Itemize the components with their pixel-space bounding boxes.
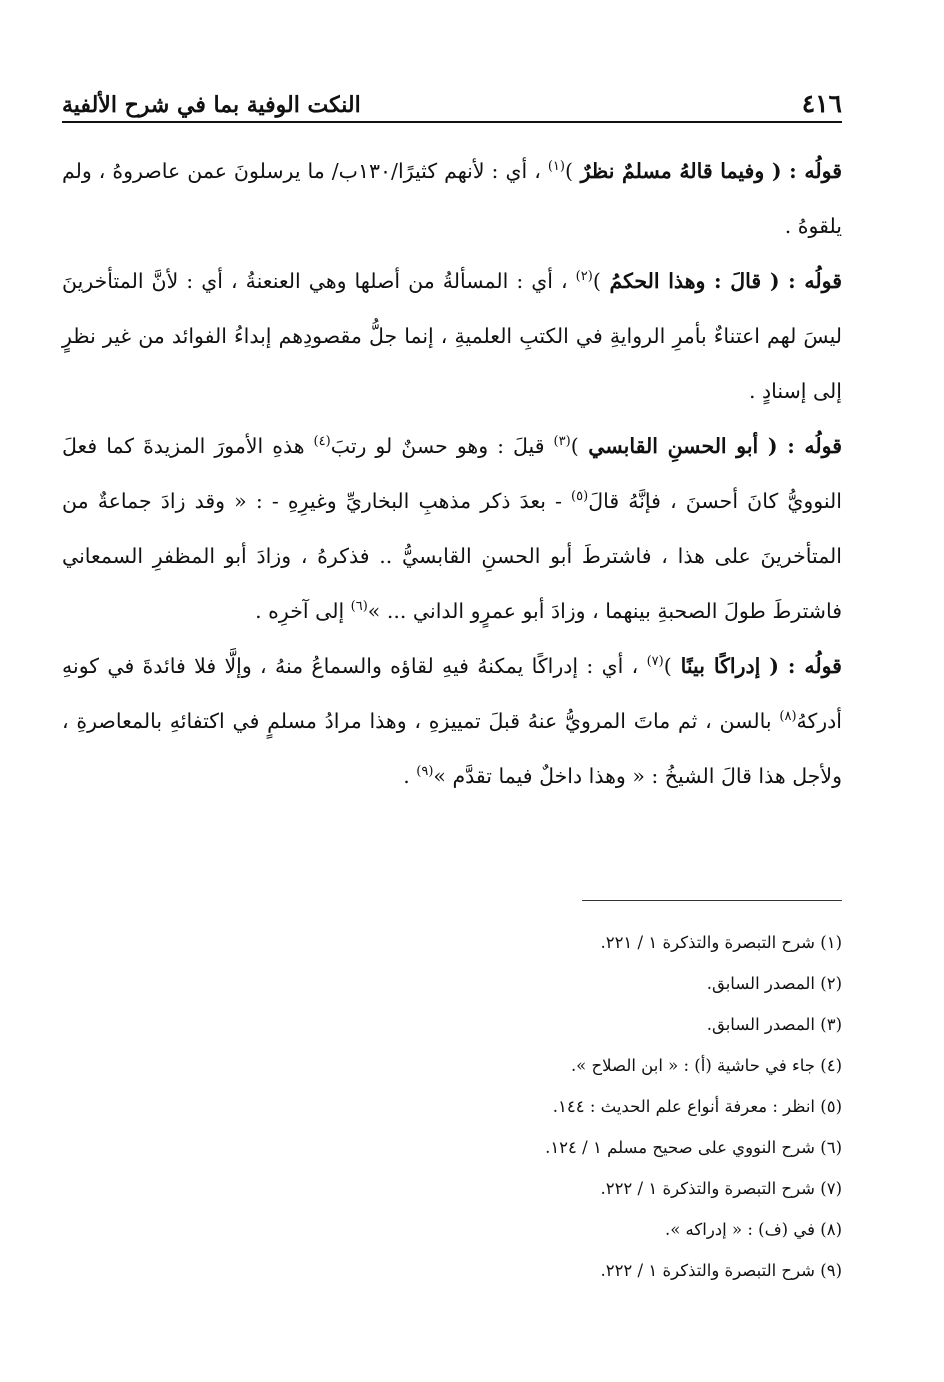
paragraph-text: ، أي : المسألةُ من أصلها وهي العنعنةُ ، أي : لأنَّ المتأخرينَ ليسَ لهم اعتناءٌ بأمرِ الروايةِ في الكتبِ العلميةِ ، إنما جلُّ مقصودِهم إبداءُ الفوائد من غير نظرٍ إلى إسنادٍ .: [62, 269, 842, 403]
paragraph-3: قولُه : ( أبو الحسنِ القابسي )$^{(٣)}$ قيلَ : وهو حسنٌ لو رتبَ$^{(٤)}$ هذهِ الأمورَ المزيدةَ كما فعلَ النوويُّ كانَ أحسنَ ، فإنَّهُ قالَ$^{(٥)}$ - بعدَ ذكر مذهبِ البخاريِّ وغيرِهِ - : « وقد زادَ جماعةٌ من المتأخرينَ على هذا ، فاشترطَ أبو الحسنِ القابسيُّ .. فذكرهُ ، وزادَ أبو المظفرِ السمعاني فاشترطَ طولَ الصحبةِ بينهما ، وزادَ أبو عمرٍو الداني ... »$^{(٦)}$ إلى آخرِه .: [62, 434, 843, 623]
lead-phrase: قولُه : (: [769, 654, 842, 678]
running-title: النكت الوفية بما في شرح الألفية: [62, 92, 361, 118]
footnote-ref: (٦): [350, 599, 368, 615]
quoted-phrase: قالَ : وهذا الحكمُ: [600, 269, 770, 293]
footnote-divider: [582, 900, 842, 901]
main-text: [62, 144, 842, 804]
quoted-phrase: إدراكًا بينًا: [671, 654, 770, 678]
footnote-9: (٩) شرح التبصرة والتذكرة ١ / ٢٢٢.: [600, 1261, 842, 1280]
lead-phrase: قولُه : (: [767, 434, 843, 458]
paragraph-text: ، أي : إدراكًا يمكنهُ فيهِ لقاؤه والسماعُ منهُ ، وإلَّا فلا فائدةَ في كونهِ أدركهُ: [62, 654, 842, 733]
footnotes: [62, 922, 842, 1291]
paragraph-1: قولُه : ( وفيما قالهُ مسلمٌ نظرٌ )$^{(١)}$ ، أي : لأنهم كثيرًا/١٣٠ب/ ما يرسلونَ عمن عاصروهُ ، ولم يلقوهُ .: [62, 159, 842, 238]
footnote-2: (٢) المصدر السابق.: [706, 974, 842, 993]
footnote-ref: (٥): [571, 489, 589, 505]
footnote-ref: (٢): [575, 269, 593, 285]
paragraph-4: قولُه : ( إدراكًا بينًا )$^{(٧)}$ ، أي : إدراكًا يمكنهُ فيهِ لقاؤه والسماعُ منهُ ، وإلَّا فلا فائدةَ في كونهِ أدركهُ$^{(٨)}$ بالسن ، ثم ماتَ المرويُّ عنهُ قبلَ تمييزهِ ، وهذا مرادُ مسلمٍ في اكتفائهِ بالمعاصرةِ ، ولأجل هذا قالَ الشيخُ : « وهذا داخلٌ فيما تقدَّم »$^{(٩)}$ .: [62, 654, 842, 788]
quoted-phrase: وفيما قالهُ مسلمٌ نظرٌ: [572, 159, 772, 183]
paragraph-text: .: [403, 764, 417, 788]
paragraph-text: هذهِ الأمورَ المزيدةَ كما فعلَ النوويُّ كانَ أحسنَ ، فإنَّهُ قالَ: [62, 434, 842, 513]
footnote-6: (٦) شرح النووي على صحيح مسلم ١ / ١٢٤.: [545, 1138, 842, 1157]
footnote-4: (٤) جاء في حاشية (أ) : « ابن الصلاح ».: [570, 1056, 842, 1075]
footnote-8: (٨) في (ف) : « إدراكه ».: [664, 1220, 842, 1239]
footnote-ref: (٩): [416, 764, 434, 780]
paragraph-text: ، أي : لأنهم كثيرًا/١٣٠ب/ ما يرسلونَ عمن عاصروهُ ، ولم يلقوهُ .: [62, 159, 842, 238]
paragraph-text: قيلَ : وهو حسنٌ لو رتبَ: [330, 434, 554, 458]
footnote-7: (٧) شرح التبصرة والتذكرة ١ / ٢٢٢.: [600, 1179, 842, 1198]
page-header: [62, 68, 842, 118]
footnote-3: (٣) المصدر السابق.: [706, 1015, 842, 1034]
quoted-phrase: أبو الحسنِ القابسي: [578, 434, 768, 458]
paragraph-text: إلى آخرِه .: [255, 599, 351, 623]
footnote-ref: (٨): [779, 709, 797, 725]
paragraph-text: بالسن ، ثم ماتَ المرويُّ عنهُ قبلَ تمييزهِ ، وهذا مرادُ مسلمٍ في اكتفائهِ بالمعاصرةِ ، ولأجل هذا قالَ الشيخُ : « وهذا داخلٌ فيما تقدَّم »: [62, 709, 842, 788]
footnote-ref: (٤): [313, 434, 331, 450]
footnote-ref: (٧): [646, 654, 664, 670]
header-divider: [62, 121, 842, 123]
page-number: ٤١٦: [801, 89, 842, 118]
paragraph-text: - بعدَ ذكر مذهبِ البخاريِّ وغيرِهِ - : « وقد زادَ جماعةٌ من المتأخرينَ على هذا ، فاشترطَ أبو الحسنِ القابسيُّ .. فذكرهُ ، وزادَ أبو المظفرِ السمعاني فاشترطَ طولَ الصحبةِ بينهما ، وزادَ أبو عمرٍو الداني ... »: [62, 489, 842, 623]
footnote-1: (١) شرح التبصرة والتذكرة ١ / ٢٢١.: [600, 933, 842, 952]
lead-phrase: قولُه : (: [771, 159, 842, 183]
footnote-ref: (٣): [553, 434, 571, 450]
footnote-5: (٥) انظر : معرفة أنواع علم الحديث : ١٤٤.: [552, 1097, 842, 1116]
footnote-ref: (١): [547, 159, 565, 175]
lead-phrase: قولُه : (: [769, 269, 843, 293]
paragraph-2: قولُه : ( قالَ : وهذا الحكمُ )$^{(٢)}$ ، أي : المسألةُ من أصلها وهي العنعنةُ ، أي : لأنَّ المتأخرينَ ليسَ لهم اعتناءٌ بأمرِ الروايةِ في الكتبِ العلميةِ ، إنما جلُّ مقصودِهم إبداءُ الفوائد من غير نظرٍ إلى إسنادٍ .: [62, 269, 843, 403]
